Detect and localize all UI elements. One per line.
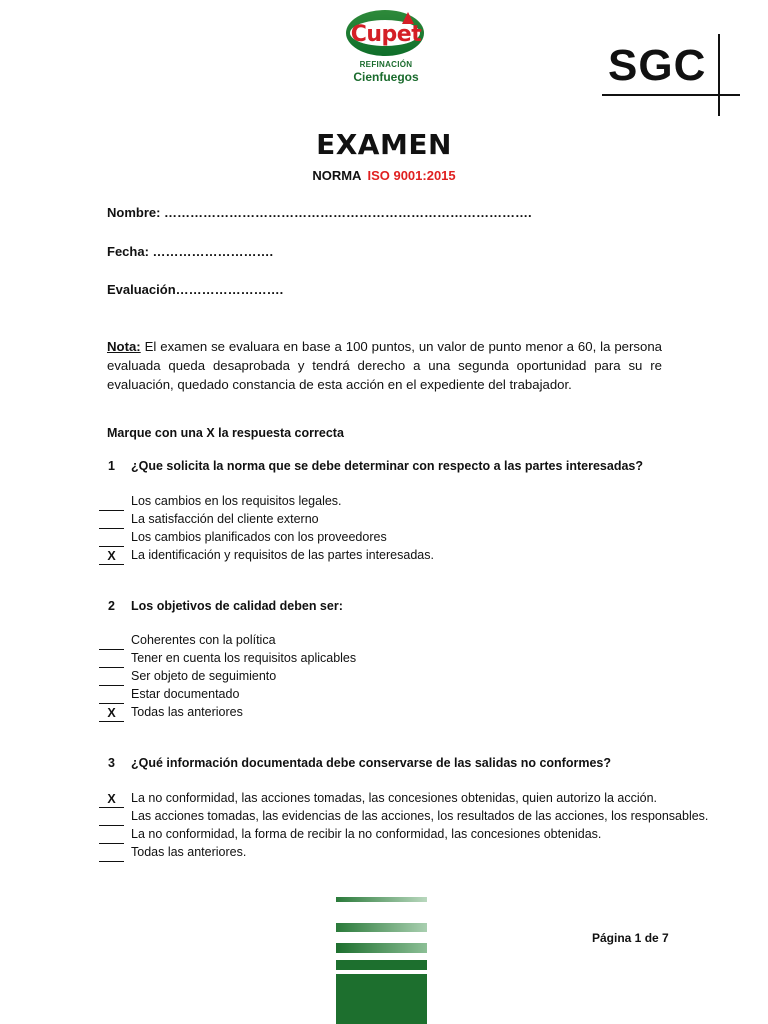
logo-city: Cienfuegos bbox=[353, 70, 419, 84]
option-text: Coherentes con la política bbox=[131, 633, 276, 647]
footer-stripe bbox=[336, 960, 427, 970]
option-text: La no conformidad, la forma de recibir la no conformidad, las concesiones obtenidas. bbox=[131, 827, 602, 841]
nota-label: Nota: bbox=[107, 339, 141, 354]
question-text: ¿Que solicita la norma que se debe determinar con respecto a las partes interesadas? bbox=[131, 459, 643, 473]
logo-brand: Cupet bbox=[350, 22, 422, 47]
option-text: Los cambios en los requisitos legales. bbox=[131, 494, 342, 508]
question-text: Los objetivos de calidad deben ser: bbox=[131, 599, 343, 613]
answer-blank[interactable]: X bbox=[99, 549, 124, 565]
answer-blank[interactable] bbox=[99, 670, 124, 686]
option-text: Todas las anteriores bbox=[131, 705, 243, 719]
answer-blank[interactable] bbox=[99, 531, 124, 547]
answer-blank[interactable] bbox=[99, 688, 124, 704]
answer-blank[interactable] bbox=[99, 634, 124, 650]
question-number: 1 bbox=[108, 459, 115, 473]
answer-blank[interactable]: X bbox=[99, 792, 124, 808]
footer-stripe bbox=[336, 923, 427, 932]
norma-label: NORMA bbox=[312, 168, 362, 183]
answer-blank[interactable]: X bbox=[99, 706, 124, 722]
nota-text: El examen se evaluara en base a 100 puntos, un valor de punto menor a 60, la persona evaluada queda desaprobada y tendrá derecho a una segunda oportunidad para su re evaluación, quedado constancia de esta acción en el expediente del trabajador. bbox=[107, 339, 662, 392]
answer-blank[interactable] bbox=[99, 846, 124, 862]
page-number: Página 1 de 7 bbox=[592, 931, 669, 945]
option-text: Estar documentado bbox=[131, 687, 240, 701]
option-text: La identificación y requisitos de las partes interesadas. bbox=[131, 548, 434, 562]
option-text: Los cambios planificados con los proveedores bbox=[131, 530, 387, 544]
footer-block bbox=[336, 974, 427, 1024]
norma-value: ISO 9001:2015 bbox=[367, 168, 456, 183]
nombre-field: Nombre: …………………………………………………………………………. bbox=[107, 205, 532, 220]
instruction: Marque con una X la respuesta correcta bbox=[107, 426, 344, 440]
evaluacion-field: Evaluación……………………. bbox=[107, 282, 284, 297]
option-text: Ser objeto de seguimiento bbox=[131, 669, 277, 683]
answer-blank[interactable] bbox=[99, 513, 124, 529]
fecha-field: Fecha: ………………………. bbox=[107, 244, 274, 259]
answer-blank[interactable] bbox=[99, 495, 124, 511]
question-number: 3 bbox=[108, 756, 115, 770]
option-text: La satisfacción del cliente externo bbox=[131, 512, 319, 526]
sgc-vertical-line bbox=[718, 34, 720, 116]
logo-subtitle: REFINACIÓN bbox=[359, 60, 413, 69]
option-text: Tener en cuenta los requisitos aplicables bbox=[131, 651, 357, 665]
sgc-mark: SGC bbox=[608, 41, 707, 90]
norma-line bbox=[0, 168, 768, 183]
option-text: Las acciones tomadas, las evidencias de las acciones, los resultados de las acciones, los responsables. bbox=[131, 809, 709, 823]
page-title: EXAMEN bbox=[316, 128, 452, 161]
answer-blank[interactable] bbox=[99, 828, 124, 844]
answer-blank[interactable] bbox=[99, 810, 124, 826]
nota-paragraph bbox=[107, 337, 662, 394]
footer-stripe bbox=[336, 897, 427, 902]
question-text: ¿Qué información documentada debe conservarse de las salidas no conformes? bbox=[131, 756, 611, 770]
sgc-horizontal-line bbox=[602, 94, 740, 96]
answer-blank[interactable] bbox=[99, 652, 124, 668]
question-number: 2 bbox=[108, 599, 115, 613]
footer-stripe bbox=[336, 943, 427, 953]
option-text: Todas las anteriores. bbox=[131, 845, 247, 859]
cupet-logo bbox=[342, 6, 430, 88]
option-text: La no conformidad, las acciones tomadas, las concesiones obtenidas, quien autorizo la acción. bbox=[131, 791, 658, 805]
